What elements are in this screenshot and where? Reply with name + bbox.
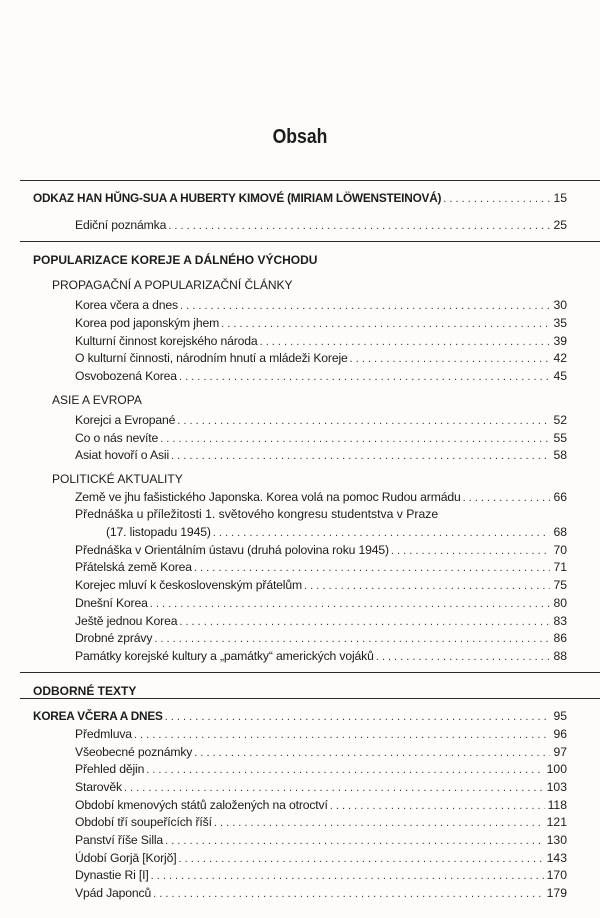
toc-entry-title: (17. listopadu 1945): [106, 525, 211, 539]
toc-entry-title: O kulturní činnosti, národním hnutí a mládeži Koreje: [75, 351, 348, 365]
toc-page-number: 86: [553, 631, 567, 645]
toc-entry: [75, 796, 567, 814]
toc-page-number: 130: [546, 833, 567, 847]
toc-entry-title: Dnešní Korea: [75, 596, 148, 610]
toc-entry-title: ODKAZ HAN HŬNG-SUA A HUBERTY KIMOVÉ (MIRIAM LÖWENSTEINOVÁ): [33, 191, 442, 205]
toc-entry: [75, 332, 567, 350]
toc-page-number: 88: [553, 649, 567, 663]
toc-entry: [75, 558, 567, 576]
toc-entry-title: Panství říše Silla: [75, 833, 164, 847]
toc-entry: [75, 612, 567, 630]
toc-entry: [75, 314, 567, 332]
toc-leader-dots: [214, 814, 544, 832]
toc-entry: [75, 813, 567, 831]
toc-subsection-heading: POLITICKÉ AKTUALITY: [52, 472, 183, 486]
toc-page-number: 95: [553, 709, 567, 723]
toc-entry: [75, 884, 567, 902]
toc-entry: [75, 446, 567, 464]
toc-entry-title: Korea pod japonským jhem: [75, 316, 220, 330]
toc-entry-title: Přátelská země Korea: [75, 560, 192, 574]
toc-entry-title: Období tří soupeřících říší: [75, 815, 212, 829]
toc-entry: [75, 647, 567, 665]
toc-page-number: 143: [546, 851, 567, 865]
toc-entry-title: Osvobozená Korea: [75, 369, 177, 383]
toc-leader-dots: [180, 297, 550, 315]
toc-entry-title: Přednáška v Orientálním ústavu (druhá polovina roku 1945): [75, 543, 389, 557]
toc-leader-dots: [463, 489, 550, 507]
toc-section-heading: POPULARIZACE KOREJE A DÁLNÉHO VÝCHODU: [33, 253, 318, 267]
toc-leader-dots: [179, 368, 550, 386]
toc-entry: [75, 576, 567, 594]
toc-page-number: 35: [553, 316, 567, 330]
toc-page-number: 55: [553, 431, 567, 445]
toc-entry: [75, 488, 567, 506]
toc-leader-dots: [350, 350, 550, 368]
toc-subsection-heading: PROPAGAČNÍ A POPULARIZAČNÍ ČLÁNKY: [52, 278, 293, 292]
toc-entry-title: Předmluva: [75, 727, 132, 741]
toc-page-number: 83: [553, 614, 567, 628]
toc-entry: [75, 594, 567, 612]
toc-entry: [75, 760, 567, 778]
toc-entry-title: Všeobecné poznámky: [75, 745, 193, 759]
toc-page-number: 52: [553, 413, 567, 427]
toc-entry-title: Starověk: [75, 780, 122, 794]
toc-leader-dots: [213, 524, 550, 542]
toc-page-number: 70: [553, 543, 567, 557]
toc-entry-title: Období kmenových států založených na otroctví: [75, 798, 328, 812]
toc-entry-title: Kulturní činnost korejského národa: [75, 334, 258, 348]
toc-leader-dots: [168, 217, 550, 235]
toc-page-number: 45: [553, 369, 567, 383]
toc-leader-dots: [194, 559, 550, 577]
toc-page-number: 179: [546, 886, 567, 900]
toc-entry: [75, 349, 567, 367]
toc-page-number: 58: [553, 448, 567, 462]
toc-subsection-heading: [33, 707, 567, 725]
toc-entry-title: Vpád Japonců: [75, 886, 152, 900]
section-divider: [20, 241, 600, 242]
toc-leader-dots: [134, 726, 550, 744]
toc-entry: [75, 541, 567, 559]
toc-section-heading: ODBORNÉ TEXTY: [33, 684, 137, 698]
toc-page-number: 71: [553, 560, 567, 574]
section-divider: [20, 698, 600, 699]
toc-entry-title: Dynastie Ri [I]: [75, 868, 149, 882]
toc-leader-dots: [221, 315, 550, 333]
toc-entry-title: Korejec mluví k československým přátelům: [75, 578, 302, 592]
toc-page-number: 15: [553, 191, 567, 205]
toc-leader-dots: [165, 832, 544, 850]
toc-page-number: 66: [553, 490, 567, 504]
section-divider: [20, 180, 600, 181]
toc-entry: [75, 367, 567, 385]
toc-page-number: 121: [546, 815, 567, 829]
toc-page-number: 97: [553, 745, 567, 759]
section-divider: [20, 672, 600, 673]
toc-entry-title: Asiat hovoří o Asii: [75, 448, 170, 462]
toc-entry-title: Co o nás nevíte: [75, 431, 159, 445]
toc-page-number: 75: [553, 578, 567, 592]
toc-leader-dots: [124, 779, 544, 797]
toc-entry: [75, 216, 567, 234]
toc-entry-title: Drobné zprávy: [75, 631, 153, 645]
toc-entry-title: Památky korejské kultury a „památky“ amerických vojáků: [75, 649, 374, 663]
toc-leader-dots: [376, 648, 550, 666]
toc-page-number: 39: [553, 334, 567, 348]
toc-page-number: 170: [546, 868, 567, 882]
toc-entry-title: KOREA VČERA A DNES: [33, 709, 163, 723]
toc-entry: [75, 629, 567, 647]
toc-leader-dots: [153, 885, 544, 903]
toc-leader-dots: [443, 190, 550, 208]
toc-page-number: 100: [546, 762, 567, 776]
toc-entry: [75, 725, 567, 743]
toc-page-number: 103: [546, 780, 567, 794]
toc-entry: [75, 831, 567, 849]
toc-entry: [75, 429, 567, 447]
toc-page-number: 80: [553, 596, 567, 610]
toc-entry: [75, 866, 567, 884]
toc-leader-dots: [154, 630, 550, 648]
toc-leader-dots: [146, 761, 543, 779]
toc-page-number: 118: [547, 798, 567, 812]
toc-page-number: 42: [553, 351, 567, 365]
toc-entry-title: Korejci a Evropané: [75, 413, 176, 427]
toc-subsection-heading: ASIE A EVROPA: [52, 393, 142, 407]
toc-entry-title: Údobí Gorjā [Korjŏ]: [75, 851, 177, 865]
toc-leader-dots: [171, 447, 550, 465]
toc-page-number: 96: [553, 727, 567, 741]
toc-entry-title: Korea včera a dnes: [75, 298, 178, 312]
toc-entry-title: Ještě jednou Korea: [75, 614, 178, 628]
toc-leader-dots: [304, 577, 550, 595]
toc-entry-title: Ediční poznámka: [75, 218, 167, 232]
toc-entry: [106, 523, 567, 541]
toc-entry-title: Země ve jhu fašistického Japonska. Korea volá na pomoc Rudou armádu: [75, 490, 461, 504]
toc-entry: [75, 849, 567, 867]
toc-leader-dots: [177, 412, 550, 430]
toc-section-heading: [33, 189, 567, 207]
toc-entry: [75, 411, 567, 429]
toc-entry-first-line: Přednáška u příležitosti 1. světového kongresu studentstva v Praze: [75, 507, 439, 521]
toc-page-number: 68: [553, 525, 567, 539]
toc-page-number: 30: [553, 298, 567, 312]
toc-leader-dots: [150, 595, 550, 613]
toc-page-number: 25: [553, 218, 567, 232]
toc-leader-dots: [165, 708, 550, 726]
toc-entry: [75, 743, 567, 761]
toc-leader-dots: [151, 867, 544, 885]
toc-entry: [75, 296, 567, 314]
toc-entry-title: Přehled dějin: [75, 762, 145, 776]
page-title: Obsah: [272, 126, 328, 148]
toc-entry: [75, 778, 567, 796]
